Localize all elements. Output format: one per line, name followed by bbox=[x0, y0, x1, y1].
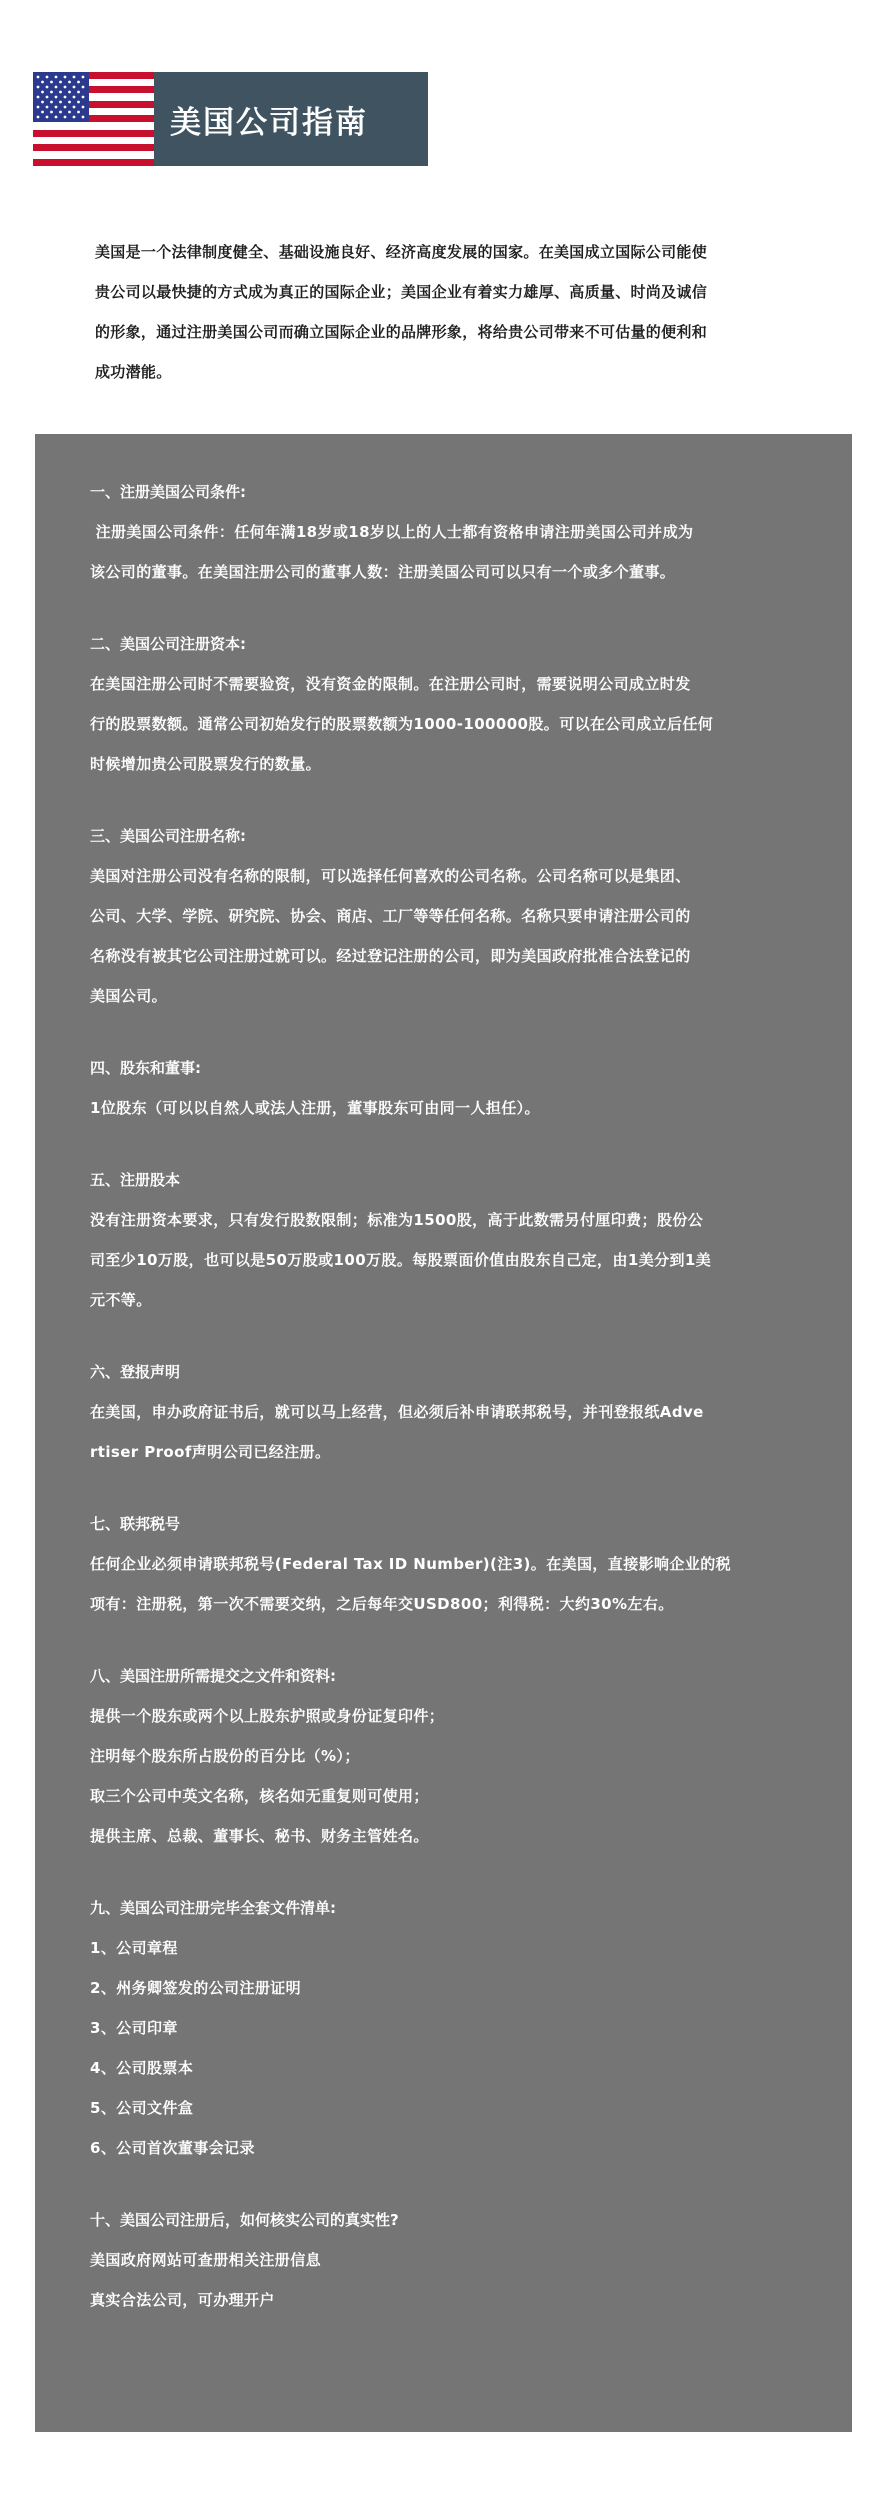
section-line: 在美国注册公司时不需要验资，没有资金的限制。在注册公司时，需要说明公司成立时发 bbox=[90, 675, 691, 693]
list-item: 1、公司章程 bbox=[90, 1939, 178, 1957]
section-share-capital bbox=[90, 1160, 797, 1320]
section-heading: 三、美国公司注册名称: bbox=[90, 827, 246, 845]
section-company-name bbox=[90, 816, 797, 1016]
list-item: 3、公司印章 bbox=[90, 2019, 178, 2037]
section-line: 在美国，申办政府证书后，就可以马上经营，但必须后补申请联邦税号，并刊登报纸Adve bbox=[90, 1403, 704, 1421]
section-line: 美国对注册公司没有名称的限制，可以选择任何喜欢的公司名称。公司名称可以是集团、 bbox=[90, 867, 691, 885]
section-line: 注册美国公司条件：任何年满18岁或18岁以上的人士都有资格申请注册美国公司并成为 bbox=[90, 523, 694, 541]
section-line: 该公司的董事。在美国注册公司的董事人数：注册美国公司可以只有一个或多个董事。 bbox=[90, 563, 676, 581]
page-title: 美国公司指南 bbox=[170, 104, 368, 141]
page-header bbox=[33, 72, 428, 166]
section-required-documents bbox=[90, 1656, 797, 1856]
section-line: 美国政府网站可查册相关注册信息 bbox=[90, 2251, 322, 2269]
section-line: 没有注册资本要求，只有发行股数限制；标准为1500股，高于此数需另付厘印费；股份公 bbox=[90, 1211, 704, 1229]
title-box bbox=[154, 72, 428, 166]
section-heading: 二、美国公司注册资本: bbox=[90, 635, 246, 653]
section-heading: 九、美国公司注册完毕全套文件清单: bbox=[90, 1899, 337, 1917]
us-flag-icon bbox=[33, 72, 154, 166]
section-heading: 五、注册股本 bbox=[90, 1171, 181, 1189]
list-item: 5、公司文件盒 bbox=[90, 2099, 194, 2117]
section-federal-tax-id bbox=[90, 1504, 797, 1624]
section-line: 时候增加贵公司股票发行的数量。 bbox=[90, 755, 322, 773]
section-conditions bbox=[90, 472, 797, 592]
intro-line: 贵公司以最快捷的方式成为真正的国际企业；美国企业有着实力雄厚、高质量、时尚及诚信 bbox=[95, 283, 708, 301]
section-line: 美国公司。 bbox=[90, 987, 168, 1005]
section-heading: 十、美国公司注册后，如何核实公司的真实性? bbox=[90, 2211, 399, 2229]
section-verification bbox=[90, 2200, 797, 2320]
flag-canton bbox=[33, 72, 89, 122]
section-line: 司至少10万股，也可以是50万股或100万股。每股票面价值由股东自己定，由1美分到1美 bbox=[90, 1251, 712, 1269]
section-heading: 四、股东和董事: bbox=[90, 1059, 201, 1077]
intro-paragraph bbox=[95, 232, 799, 392]
section-line: 取三个公司中英文名称，核名如无重复则可使用； bbox=[90, 1787, 429, 1805]
section-line: rtiser Proof声明公司已经注册。 bbox=[90, 1443, 331, 1461]
section-line: 注明每个股东所占股份的百分比（%）； bbox=[90, 1747, 360, 1765]
section-line: 行的股票数额。通常公司初始发行的股票数额为1000-100000股。可以在公司成立后任何 bbox=[90, 715, 714, 733]
section-line: 名称没有被其它公司注册过就可以。经过登记注册的公司，即为美国政府批准合法登记的 bbox=[90, 947, 691, 965]
intro-line: 美国是一个法律制度健全、基础设施良好、经济高度发展的国家。在美国成立国际公司能使 bbox=[95, 243, 708, 261]
list-item: 4、公司股票本 bbox=[90, 2059, 194, 2077]
section-line: 任何企业必须申请联邦税号(Federal Tax ID Number)(注3)。在美国，直接影响企业的税 bbox=[90, 1555, 732, 1573]
section-heading: 七、联邦税号 bbox=[90, 1515, 181, 1533]
section-line: 项有：注册税，第一次不需要交纳，之后每年交USD800；利得税：大约30%左右。 bbox=[90, 1595, 674, 1613]
section-line: 提供一个股东或两个以上股东护照或身份证复印件； bbox=[90, 1707, 445, 1725]
section-line: 提供主席、总裁、董事长、秘书、财务主管姓名。 bbox=[90, 1827, 429, 1845]
section-line: 公司、大学、学院、研究院、协会、商店、工厂等等任何名称。名称只要申请注册公司的 bbox=[90, 907, 691, 925]
section-shareholders bbox=[90, 1048, 797, 1128]
section-newspaper-notice bbox=[90, 1352, 797, 1472]
intro-line: 的形象，通过注册美国公司而确立国际企业的品牌形象，将给贵公司带来不可估量的便利和 bbox=[95, 323, 708, 341]
section-heading: 八、美国注册所需提交之文件和资料: bbox=[90, 1667, 337, 1685]
info-panel bbox=[35, 434, 852, 2432]
section-line: 元不等。 bbox=[90, 1291, 152, 1309]
section-heading: 一、注册美国公司条件: bbox=[90, 483, 246, 501]
intro-line: 成功潜能。 bbox=[95, 363, 172, 381]
list-item: 2、州务卿签发的公司注册证明 bbox=[90, 1979, 302, 1997]
section-heading: 六、登报声明 bbox=[90, 1363, 181, 1381]
section-capital bbox=[90, 624, 797, 784]
section-line: 1位股东（可以以自然人或法人注册，董事股东可由同一人担任）。 bbox=[90, 1099, 540, 1117]
list-item: 6、公司首次董事会记录 bbox=[90, 2139, 255, 2157]
section-document-checklist bbox=[90, 1888, 797, 2168]
section-line: 真实合法公司，可办理开户 bbox=[90, 2291, 275, 2309]
